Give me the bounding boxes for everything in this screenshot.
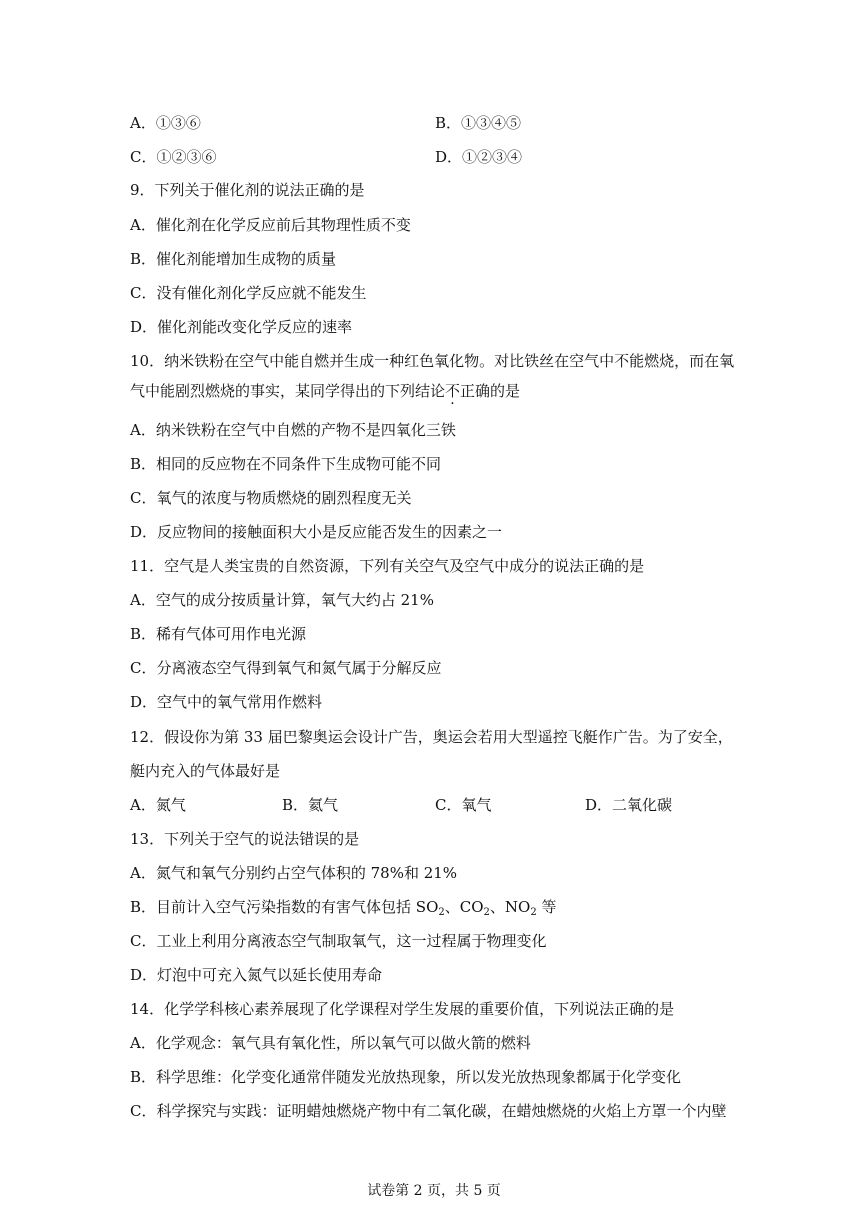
subscript: 2 (483, 907, 490, 918)
q14-option-a: A．化学观念：氧气具有氧化性，所以氧气可以做火箭的燃料 (130, 1034, 531, 1052)
q11-option-d: D．空气中的氧气常用作燃料 (130, 693, 323, 711)
q10-option-d: D．反应物间的接触面积大小是反应能否发生的因素之一 (130, 523, 503, 541)
q9-option-d: D．催化剂能改变化学反应的速率 (130, 318, 353, 336)
q8-option-b: B．①③④⑤ (435, 114, 522, 132)
q12-option-c: C．氧气 (435, 796, 492, 814)
q14-option-c: C．科学探究与实践：证明蜡烛燃烧产物中有二氧化碳，在蜡烛燃烧的火焰上方罩一个内壁 (130, 1102, 727, 1120)
q10-stem-line2 (130, 381, 520, 401)
q11-stem: 11．空气是人类宝贵的自然资源，下列有关空气及空气中成分的说法正确的是 (130, 557, 645, 575)
q8-option-d: D．①②③④ (435, 148, 523, 166)
q13-option-d: D．灯泡中可充入氮气以延长使用寿命 (130, 966, 383, 984)
q13-option-c: C．工业上利用分离液态空气制取氧气，这一过程属于物理变化 (130, 932, 547, 950)
q13-option-a: A．氮气和氧气分别约占空气体积的 78%和 21% (130, 864, 458, 882)
q13-b-text: 等 (536, 898, 557, 916)
q13-option-b (130, 897, 557, 923)
q12-stem-line1: 12．假设你为第 33 届巴黎奥运会设计广告，奥运会若用大型遥控飞艇作广告。为了安全， (130, 728, 733, 746)
q13-b-text: B．目前计入空气污染指数的有害气体包括 SO (130, 898, 439, 916)
q12-option-b: B．氦气 (282, 796, 339, 814)
q11-option-b: B．稀有气体可用作电光源 (130, 625, 307, 643)
q12-option-a: A．氮气 (130, 796, 186, 814)
q10-option-a: A．纳米铁粉在空气中自燃的产物不是四氧化三铁 (130, 421, 456, 439)
q9-stem: 9．下列关于催化剂的说法正确的是 (130, 181, 365, 199)
q10-stem-line1: 10．纳米铁粉在空气中能自燃并生成一种红色氧化物。对比铁丝在空气中不能燃烧，而在氧 (130, 352, 735, 370)
q13-b-text: 、CO (444, 898, 484, 916)
q10-option-c: C．氧气的浓度与物质燃烧的剧烈程度无关 (130, 489, 412, 507)
q9-option-b: B．催化剂能增加生成物的质量 (130, 250, 337, 268)
subscript: 2 (530, 907, 537, 918)
q11-option-c: C．分离液态空气得到氧气和氮气属于分解反应 (130, 659, 442, 677)
page-footer: 试卷第 2 页，共 5 页 (367, 1183, 501, 1199)
q8-option-c: C．①②③⑥ (130, 148, 217, 166)
subscript: 2 (438, 907, 445, 918)
q10-stem-tail: 正确的是 (460, 382, 521, 400)
q10-emphasis-not: 不 (445, 382, 461, 400)
q14-option-b: B．科学思维：化学变化通常伴随发光放热现象，所以发光放热现象都属于化学变化 (130, 1068, 682, 1086)
q9-option-a: A．催化剂在化学反应前后其物理性质不变 (130, 216, 411, 234)
q11-option-a: A．空气的成分按质量计算，氧气大约占 21% (130, 591, 434, 609)
q13-stem: 13．下列关于空气的说法错误的是 (130, 830, 360, 848)
q10-stem-text: 气中能剧烈燃烧的事实，某同学得出的下列结论 (130, 382, 446, 400)
q13-b-text: 、NO (489, 898, 531, 916)
q9-option-c: C．没有催化剂化学反应就不能发生 (130, 284, 367, 302)
q12-stem-line2: 艇内充入的气体最好是 (130, 762, 281, 780)
q10-option-b: B．相同的反应物在不同条件下生成物可能不同 (130, 455, 442, 473)
q12-option-d: D．二氧化碳 (585, 796, 673, 814)
q8-option-a: A．①③⑥ (130, 114, 201, 132)
q14-stem: 14．化学学科核心素养展现了化学课程对学生发展的重要价值，下列说法正确的是 (130, 1000, 675, 1018)
